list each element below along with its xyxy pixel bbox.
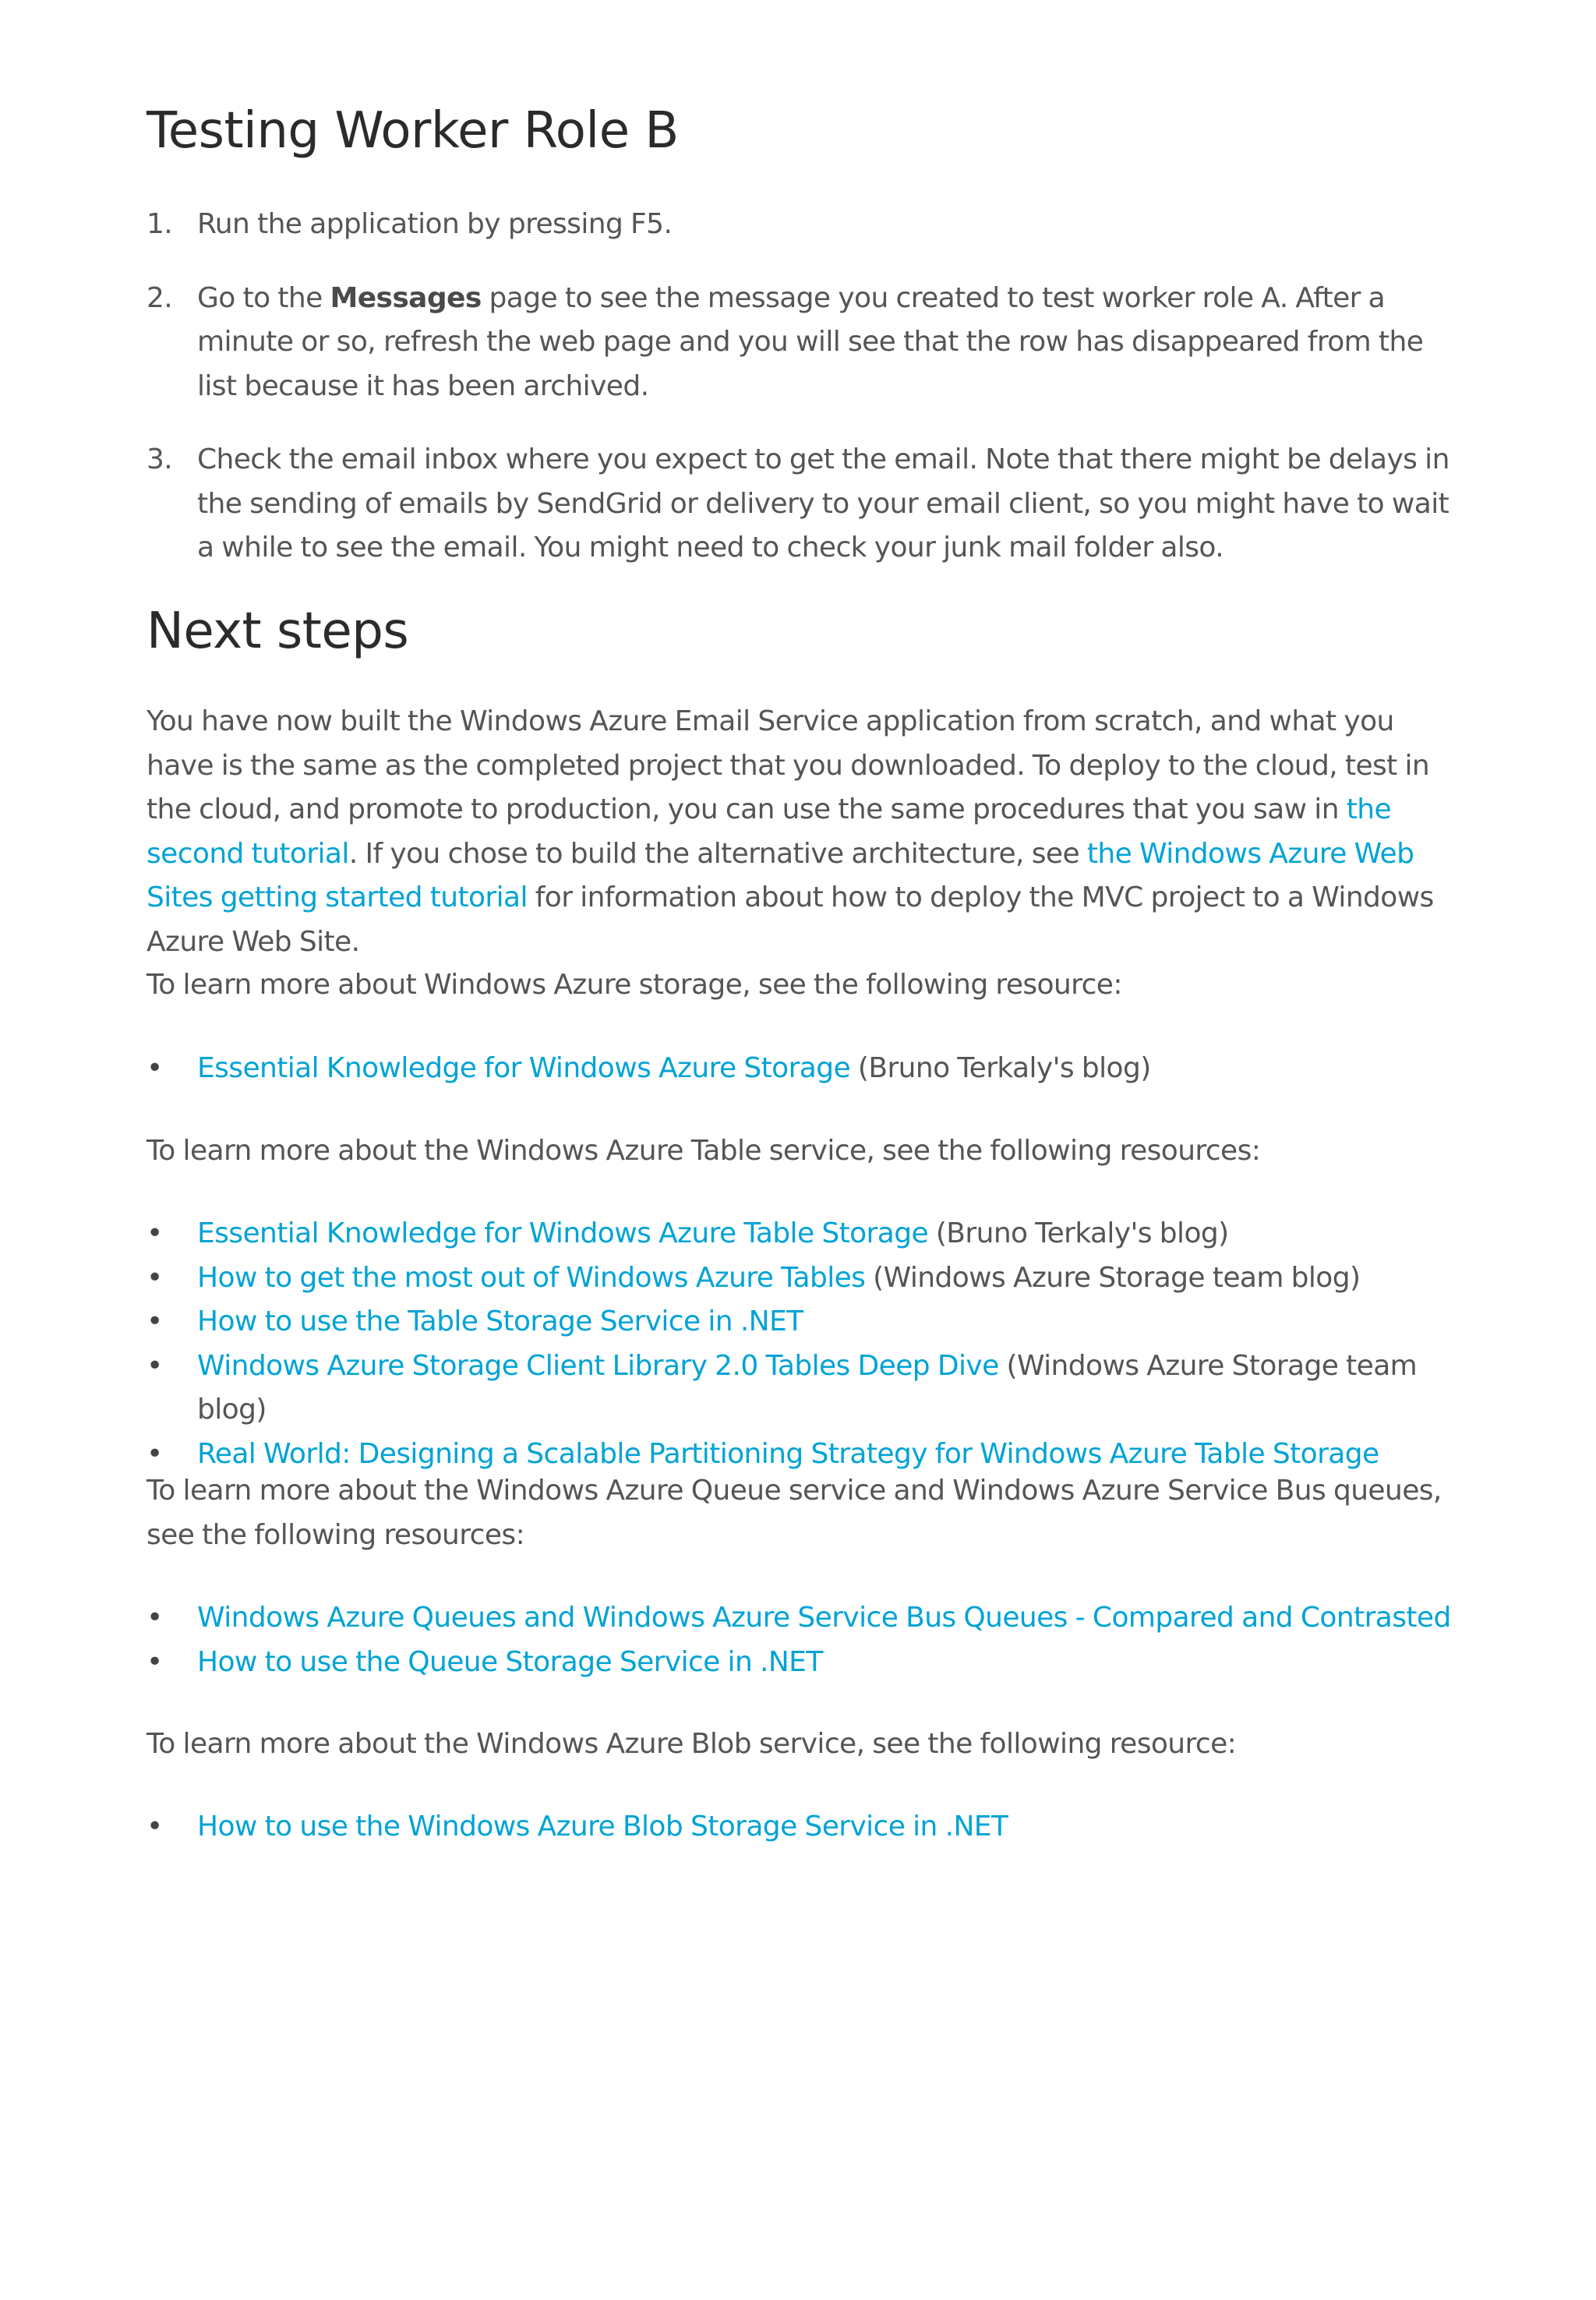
web-sites-tutorial-link[interactable]: the Windows Azure Web Sites getting started tutorial <box>147 837 1414 913</box>
resource-link[interactable]: How to use the Queue Storage Service in .NET <box>197 1645 823 1678</box>
step-item <box>147 438 1456 571</box>
list-item <box>147 1300 1456 1344</box>
bullet: • <box>147 1052 163 1084</box>
resource-source: (Bruno Terkaly's blog) <box>850 1052 1151 1084</box>
bullet: • <box>147 1437 163 1470</box>
table-lead: To learn more about the Windows Azure Table service, see the following resources: <box>147 1135 1261 1167</box>
step-item <box>147 277 1456 409</box>
storage-resource-list <box>147 1047 1456 1091</box>
intro-text: . If you chose to build the alternative architecture, see <box>348 837 1087 870</box>
resource-source: (Bruno Terkaly's blog) <box>928 1217 1229 1249</box>
bullet: • <box>147 1305 163 1337</box>
bullet: • <box>147 1217 163 1249</box>
next-steps-intro <box>147 700 1456 964</box>
resource-link[interactable]: How to use the Table Storage Service in .NET <box>197 1305 803 1337</box>
storage-lead: To learn more about Windows Azure storage, see the following resource: <box>147 969 1122 1001</box>
bullet: • <box>147 1349 163 1382</box>
resource-source: (Windows Azure Storage team blog) <box>197 1349 1418 1426</box>
list-item <box>147 1344 1456 1433</box>
resource-link[interactable]: Windows Azure Storage Client Library 2.0 Tables Deep Dive <box>197 1349 999 1382</box>
messages-page-name: Messages <box>330 281 482 314</box>
bullet: • <box>147 1811 163 1842</box>
table-resource-list <box>147 1212 1456 1476</box>
resource-link[interactable]: Essential Knowledge for Windows Azure Table Storage <box>197 1217 929 1249</box>
bullet: • <box>147 1645 163 1678</box>
list-item <box>147 1805 1456 1850</box>
blob-lead: To learn more about the Windows Azure Blob service, see the following resource: <box>147 1728 1237 1760</box>
step-number: 2. <box>147 281 173 314</box>
blob-resource-list <box>147 1805 1456 1850</box>
list-item <box>147 1047 1456 1091</box>
step-text: Check the email inbox where you expect to get the email. Note that there might be delays in the sending of emails by SendGrid or delivery to your email client, so you might have to wait a while to see the email. You might need to check your junk mail folder also. <box>197 443 1449 564</box>
resource-link[interactable]: Windows Azure Queues and Windows Azure Service Bus Queues - Compared and Contrasted <box>197 1602 1451 1634</box>
resource-link[interactable]: How to use the Windows Azure Blob Storage Service in .NET <box>197 1811 1008 1842</box>
bullet: • <box>147 1261 163 1294</box>
steps-list <box>147 203 1456 600</box>
resource-source: (Windows Azure Storage team blog) <box>865 1261 1361 1294</box>
intro-text: You have now built the Windows Azure Email Service application from scratch, and what you have is the same as the completed project that you downloaded. To deploy to the cloud, test in the cloud, and promote to production, you can use the same procedures that you saw in <box>147 705 1430 825</box>
section-heading-testing: Testing Worker Role B <box>147 102 679 160</box>
resource-link[interactable]: Real World: Designing a Scalable Partitioning Strategy for Windows Azure Table Storage <box>197 1437 1379 1470</box>
list-item <box>147 1212 1456 1256</box>
list-item <box>147 1256 1456 1301</box>
queue-lead: To learn more about the Windows Azure Queue service and Windows Azure Service Bus queues, see the following resources: <box>147 1475 1442 1551</box>
second-tutorial-link[interactable]: the second tutorial <box>147 793 1392 870</box>
step-text: Run the application by pressing F5. <box>197 208 673 240</box>
bullet: • <box>147 1602 163 1634</box>
queue-resource-list <box>147 1596 1456 1684</box>
intro-text: for information about how to deploy the MVC project to a Windows Azure Web Site. <box>147 881 1434 958</box>
list-item <box>147 1596 1456 1641</box>
step-number: 1. <box>147 208 173 240</box>
resource-link[interactable]: Essential Knowledge for Windows Azure Storage <box>197 1052 851 1084</box>
resource-link[interactable]: How to get the most out of Windows Azure Tables <box>197 1261 866 1294</box>
section-heading-next-steps: Next steps <box>147 602 409 660</box>
step-text-pre: Go to the <box>197 281 330 314</box>
step-text-post: page to see the message you created to test worker role A. After a minute or so, refresh the web page and you will see that the row has disappeared from the list because it has been archived. <box>197 281 1424 402</box>
list-item <box>147 1641 1456 1685</box>
step-item <box>147 203 1456 247</box>
step-number: 3. <box>147 443 173 475</box>
